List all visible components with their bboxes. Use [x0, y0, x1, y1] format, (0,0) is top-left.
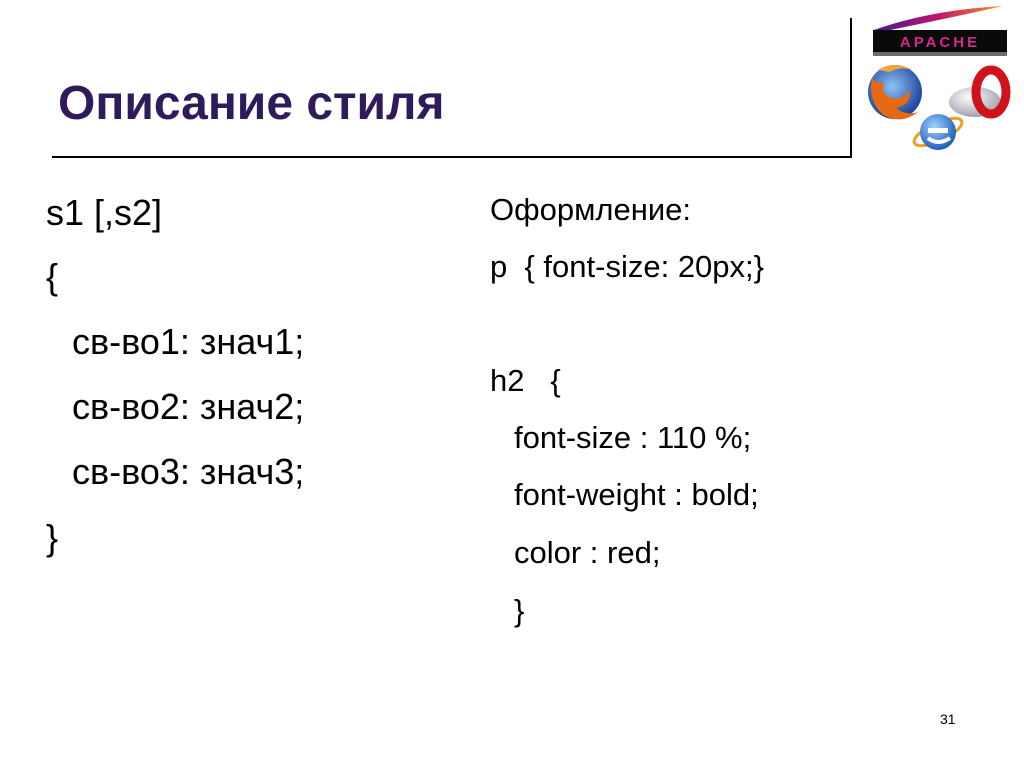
title-divider: [850, 18, 852, 158]
internet-explorer-logo: [911, 113, 966, 151]
example-heading: Оформление:: [490, 192, 692, 227]
apache-feather-icon: [874, 6, 1003, 32]
syntax-line-selector: s1 [,s2]: [46, 192, 163, 233]
opera-logo: [949, 70, 1006, 117]
slide-title: Описание стиля: [58, 77, 445, 130]
example-rule-h2-open: h2 {: [490, 363, 561, 398]
example-rule-h2-font-weight: font-weight : bold;: [514, 477, 759, 512]
browser-logos: [860, 0, 1020, 165]
syntax-line-close-brace: }: [46, 517, 59, 558]
firefox-logo: [868, 65, 922, 120]
syntax-line-property-1: св-во1: знач1;: [72, 321, 305, 362]
example-rule-h2-close: }: [514, 593, 525, 628]
page-number: 31: [940, 711, 956, 727]
apache-logo: [873, 6, 1007, 56]
syntax-line-open-brace: {: [46, 256, 59, 297]
title-underline: [52, 156, 852, 158]
syntax-line-property-2: св-во2: знач2;: [72, 386, 305, 427]
example-rule-h2-color: color : red;: [514, 535, 661, 570]
apache-logo-text: APACHE: [899, 34, 981, 51]
example-rule-p: p { font-size: 20px;}: [490, 249, 765, 284]
example-rule-h2-font-size: font-size : 110 %;: [514, 420, 752, 455]
syntax-line-property-3: св-во3: знач3;: [72, 451, 305, 492]
